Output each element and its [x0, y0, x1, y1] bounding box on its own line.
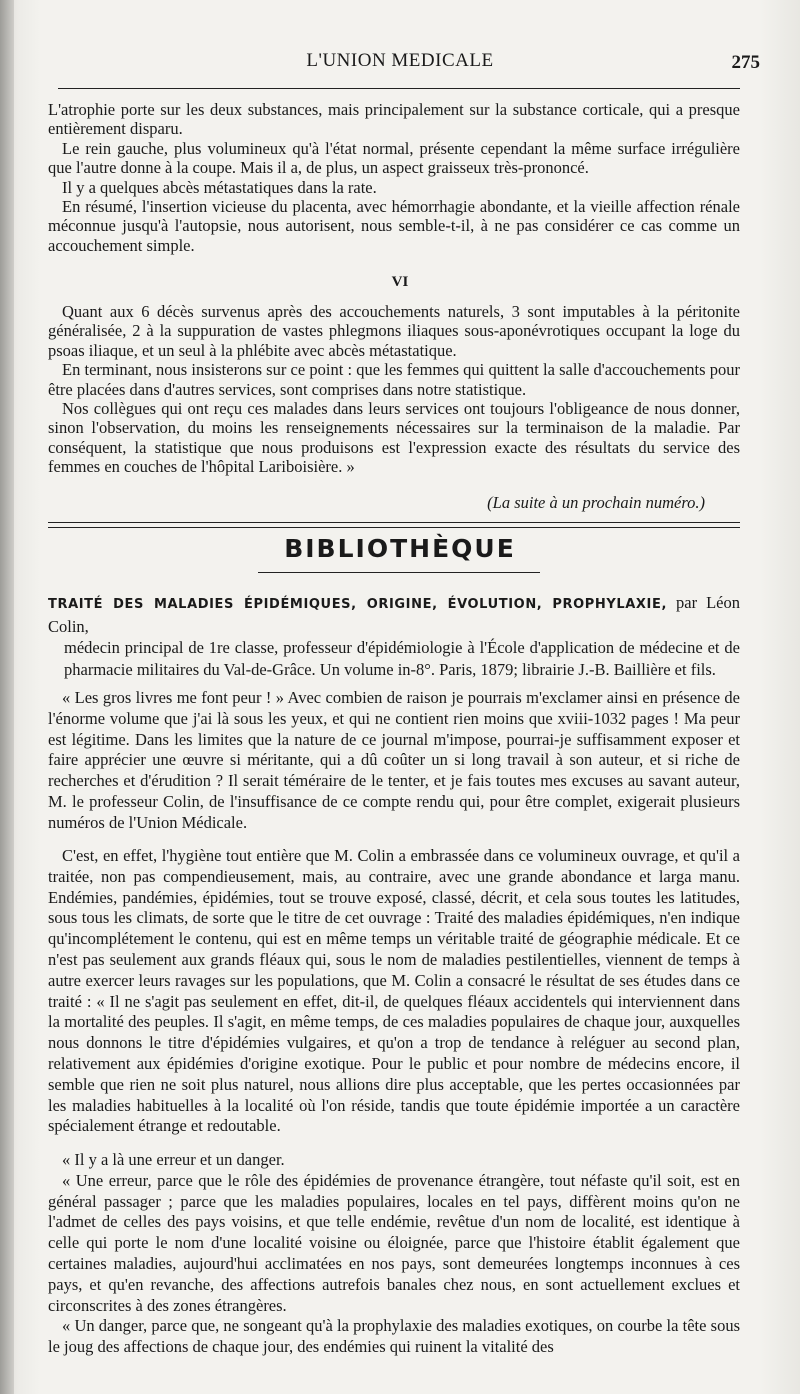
to-be-continued-note: (La suite à un prochain numéro.)	[487, 493, 705, 512]
section-number: VI	[391, 274, 409, 290]
paragraph: En résumé, l'insertion vicieuse du placenta, avec hémorrhagie abondante, et la vieille affection rénale méconnue jusqu'à l'autopsie, nous autorisent, nous semble-t-il, à ne pas considérer ce cas comme un accouchement simple.	[48, 197, 740, 255]
paragraph: C'est, en effet, l'hygiène tout entière que M. Colin a embrassée dans ce volumineux ouvrage, et qu'il a traitée, non pas compendieusement, mais, au contraire, avec une grande abondance et larga manu. Endémies, pandémies, épidémies, tout se trouve exposé, classé, décrit, et cela sous toutes les latitudes, sous tous les climats, de sorte que le titre de cet ouvrage : Traité des maladies épidémiques, n'en indique qu'incomplétement le contenu, qui est en même temps un véritable traité de géographie médicale. Et ce n'est pas seulement aux grands fléaux qui, sous le nom de maladies pestilentielles, viennent de temps à autre exercer leurs ravages sur les populations, que M. Colin a consacré le résultat de ses études dans ce traité : « Il ne s'agit pas seulement en effet, dit-il, de quelques fléaux accidentels qui interviennent dans la mortalité des peuples. Il s'agit, en même temps, de ces maladies populaires de chaque jour, auxquelles nous donnons le titre d'épidémies vulgaires, et qu'on a trop de tendance à reléguer au second plan, relativement aux épidémies d'origine exotique. Pour le public et pour nombre de médecins encore, il semble que rien ne soit plus naturel, nous allions dire plus acceptable, que les pertes occasionnées par les maladies habituelles à la localité où l'on réside, tandis que toute épidémie importée a un caractère spécialement étrange et redoutable.	[48, 846, 740, 1136]
paragraph: Il y a quelques abcès métastatiques dans la rate.	[62, 177, 377, 197]
review-text	[48, 688, 740, 834]
divider-rule	[48, 522, 740, 523]
section-b-text	[48, 302, 740, 477]
review-text-2	[48, 846, 740, 1137]
paragraph: Nos collègues qui ont reçu ces malades dans leurs services ont toujours l'obligeance de nous donner, sinon l'observation, du moins les renseignements nécessaires sur la terminaison de la maladie. Par conséquent, la statistique que nous produisons est l'expression exacte des résultats du service des femmes en couches de l'hôpital Lariboisière. »	[48, 399, 740, 477]
divider-rule	[48, 527, 740, 528]
running-title: L'UNION MEDICALE	[306, 50, 494, 71]
paragraph: L'atrophie porte sur les deux substances, mais principalement sur la substance corticale, qui a presque entièrement disparu.	[48, 100, 740, 139]
book-entry	[48, 592, 740, 680]
paragraph: Le rein gauche, plus volumineux qu'à l'état normal, présente cependant la même surface irrégulière que l'autre donne à la coupe. Mais il a, de plus, un aspect graisseux très-prononcé.	[48, 138, 740, 178]
page-header	[40, 50, 760, 80]
section-a-text	[48, 100, 740, 255]
paragraph: En terminant, nous insisterons sur ce point : que les femmes qui quittent la salle d'accouchements pour être placées dans d'autres services, sont comprises dans notre statistique.	[48, 360, 740, 399]
section-title: BIBLIOTHÈQUE	[284, 534, 516, 563]
book-title: TRAITÉ DES MALADIES ÉPIDÉMIQUES, ORIGINE, ÉVOLUTION, PROPHYLAXIE,	[48, 597, 667, 612]
review-text-3	[48, 1150, 740, 1358]
book-spine-shadow	[0, 0, 14, 1394]
paragraph: « Il y a là une erreur et un danger.	[62, 1150, 285, 1169]
title-underline	[258, 572, 540, 573]
paragraph: Quant aux 6 décès survenus après des accouchements naturels, 3 sont imputables à la péritonite généralisée, 2 à la suppuration de vastes phlegmons iliaques sous-aponévrotiques occupant la loge du psoas iliaque, et un seul à la phlébite avec abcès métastatique.	[48, 302, 740, 360]
header-rule	[58, 88, 740, 89]
book-details: médecin principal de 1re classe, professeur d'épidémiologie à l'École d'application de médecine et de pharmacie militaires du Val-de-Grâce. Un volume in-8°. Paris, 1879; librairie J.-B. Baillière et fils.	[64, 638, 740, 679]
paragraph: « Les gros livres me font peur ! » Avec combien de raison je pourrais m'exclamer ainsi en présence de l'énorme volume que j'ai là sous les yeux, et qui ne contient rien moins que xviii-1032 pages ! Ma peur est légitime. Dans les limites que la nature de ce journal m'impose, pourrai-je suffisamment exposer et faire apprécier une œuvre si méritante, qui a dû coûter un si long travail à son auteur, et si riche de recherches et d'érudition ? Il serait téméraire de le tenter, et je fais toutes mes excuses au savant auteur, M. le professeur Colin, de l'insuffisance de ce compte rendu qui, pour être complet, exigerait plusieurs numéros de l'Union Médicale.	[48, 688, 740, 832]
paragraph: « Une erreur, parce que le rôle des épidémies de provenance étrangère, tout néfaste qu'il soit, est en général passager ; parce que les maladies populaires, locales en tel pays, diffèrent moins qu'on ne l'admet de celles des pays voisins, et que telle endémie, revêtue d'un nom de localité, est identique à celle qui porte le nom d'une localité voisine ou éloignée, parce que l'histoire établit également que certaines maladies, aujourd'hui acclimatées en nos pays, sont demeurées longtemps inconnues à ces pays, et qu'en revanche, des affections autrefois banales chez nous, en sont actuellement exclues et circonscrites à des zones étrangères.	[48, 1170, 740, 1315]
book-author: par Léon Colin,	[48, 593, 740, 636]
page-number: 275	[731, 52, 760, 73]
paragraph: « Un danger, parce que, ne songeant qu'à la prophylaxie des maladies exotiques, on courbe la tête sous le joug des affections de chaque jour, des endémies qui ruinent la vitalité des	[48, 1316, 740, 1357]
